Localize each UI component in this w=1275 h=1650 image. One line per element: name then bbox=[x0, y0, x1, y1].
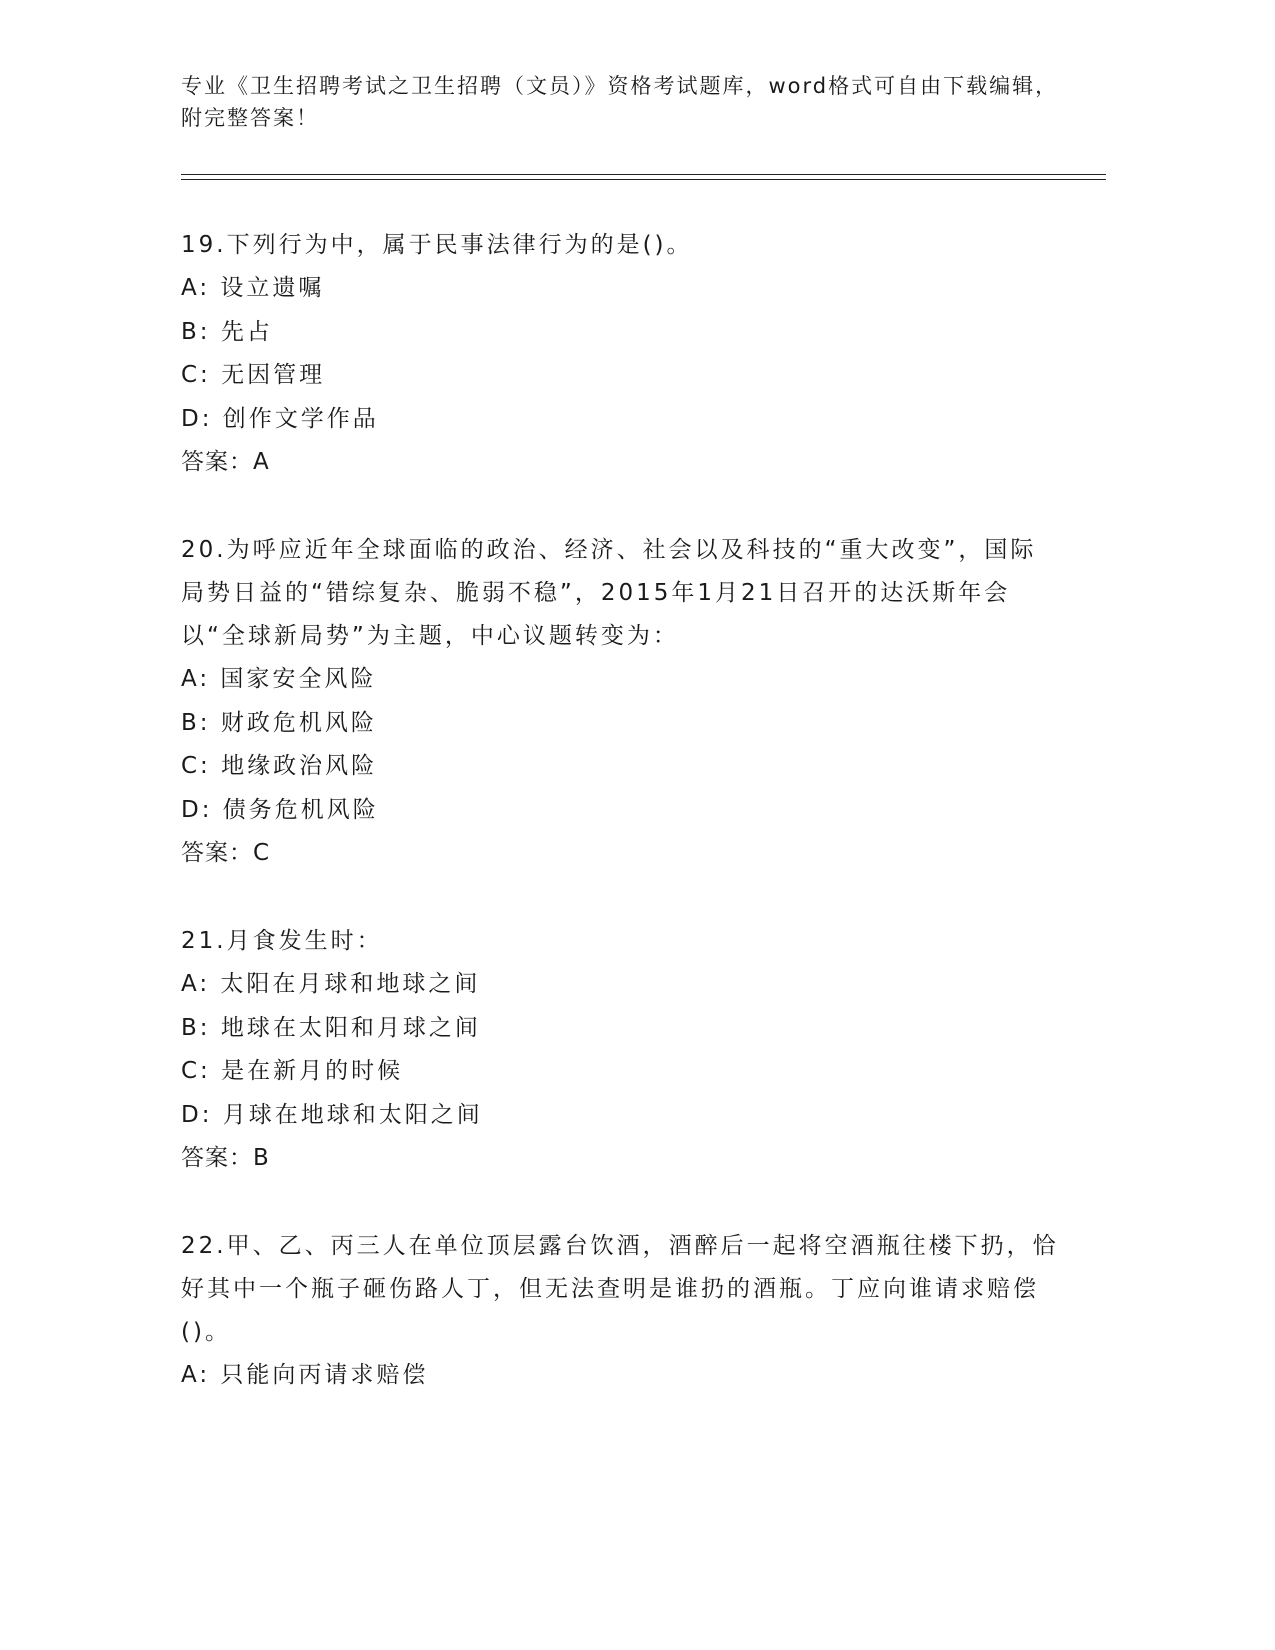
header-divider-bottom bbox=[181, 179, 1106, 180]
option-c: C: 无因管理 bbox=[181, 362, 326, 388]
option-b: B: 地球在太阳和月球之间 bbox=[181, 1014, 481, 1041]
question-20 bbox=[181, 529, 1061, 876]
header-divider-top bbox=[181, 174, 1106, 175]
question-22 bbox=[181, 1225, 1061, 1398]
header-intro-text: 专业《卫生招聘考试之卫生招聘（文员）》资格考试题库，word格式可自由下载编辑，附完整答案！ bbox=[181, 74, 1059, 130]
option-c: C: 是在新月的时候 bbox=[181, 1058, 404, 1084]
answer-line: 答案：C bbox=[181, 840, 271, 866]
option-d: D: 债务危机风险 bbox=[181, 796, 379, 823]
option-d: D: 创作文学作品 bbox=[181, 405, 379, 432]
question-stem: 20.为呼应近年全球面临的政治、经济、社会以及科技的“重大改变”，国际局势日益的“错综复杂、脆弱不稳”，2015年1月21日召开的达沃斯年会以“全球新局势”为主题，中心议题转变为： bbox=[181, 537, 1037, 649]
option-a: A: 国家安全风险 bbox=[181, 666, 377, 692]
document-header bbox=[181, 70, 1081, 134]
question-stem: 21.月食发生时： bbox=[181, 928, 383, 954]
question-19 bbox=[181, 224, 1061, 485]
option-b: B: 先占 bbox=[181, 318, 273, 345]
question-21 bbox=[181, 920, 1061, 1181]
answer-line: 答案：A bbox=[181, 449, 270, 475]
question-stem: 19.下列行为中，属于民事法律行为的是()。 bbox=[181, 232, 693, 258]
option-a: A: 只能向丙请求赔偿 bbox=[181, 1362, 429, 1388]
option-b: B: 财政危机风险 bbox=[181, 709, 377, 736]
option-a: A: 太阳在月球和地球之间 bbox=[181, 971, 481, 997]
answer-line: 答案：B bbox=[181, 1145, 270, 1171]
option-c: C: 地缘政治风险 bbox=[181, 753, 378, 779]
option-a: A: 设立遗嘱 bbox=[181, 275, 325, 301]
question-stem: 22.甲、乙、丙三人在单位顶层露台饮酒，酒醉后一起将空酒瓶往楼下扔，恰好其中一个瓶子砸伤路人丁，但无法查明是谁扔的酒瓶。丁应向谁请求赔偿()。 bbox=[181, 1233, 1059, 1345]
option-d: D: 月球在地球和太阳之间 bbox=[181, 1101, 483, 1128]
